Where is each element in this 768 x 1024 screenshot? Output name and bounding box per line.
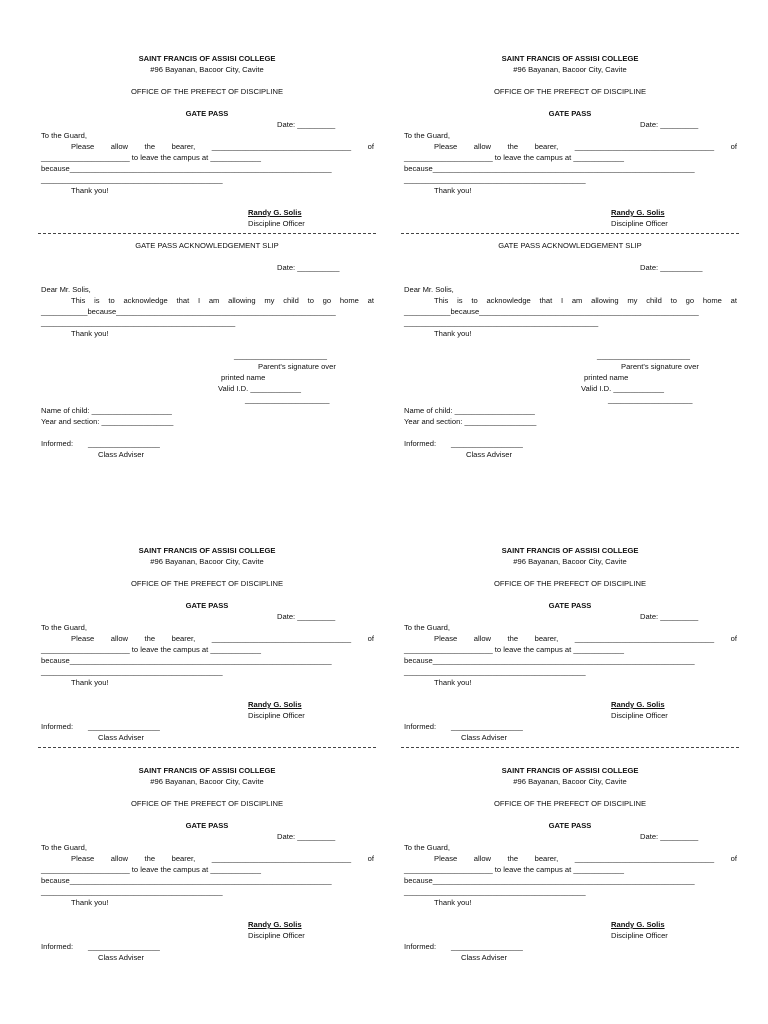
school-address: #96 Bayanan, Bacoor City, Cavite xyxy=(513,65,627,74)
thank-you: Thank you! xyxy=(434,898,472,907)
school-name: SAINT FRANCIS OF ASSISI COLLEGE xyxy=(501,546,639,555)
ack-word: child xyxy=(646,296,662,305)
because-line: because______________________________________________________________ xyxy=(404,876,695,885)
school-name: SAINT FRANCIS OF ASSISI COLLEGE xyxy=(501,54,639,63)
blank-line: ___________________________________________ xyxy=(41,667,223,676)
campus-line: _____________________ to leave the campus at ____________ xyxy=(404,153,624,162)
ack-blank-line: ______________________________________________ xyxy=(41,318,236,327)
the-word: the xyxy=(507,142,519,151)
thank-you: Thank you! xyxy=(71,898,109,907)
class-adviser-label: Class Adviser xyxy=(466,450,512,459)
gate-pass-form-5 xyxy=(38,712,376,972)
ack-text-line xyxy=(71,297,374,305)
salutation: To the Guard, xyxy=(41,623,88,632)
gate-pass-title: GATE PASS xyxy=(185,601,229,610)
ack-word: at xyxy=(730,296,737,305)
ack-word: is xyxy=(94,296,100,305)
the-word: the xyxy=(144,142,156,151)
ack-text-line xyxy=(434,297,737,305)
the-word: the xyxy=(144,854,156,863)
ack-word: go xyxy=(322,296,332,305)
please-word: Please xyxy=(71,142,95,151)
bearer-word: bearer, xyxy=(171,634,196,643)
blank-line: ___________________________________________ xyxy=(404,887,586,896)
bearer-blank: _________________________________ xyxy=(574,854,715,863)
ack-word: go xyxy=(685,296,695,305)
gate-pass-title: GATE PASS xyxy=(185,109,229,118)
officer-title: Discipline Officer xyxy=(611,711,668,720)
school-address: #96 Bayanan, Bacoor City, Cavite xyxy=(513,777,627,786)
school-name: SAINT FRANCIS OF ASSISI COLLEGE xyxy=(138,546,276,555)
ack-because-line: ___________because____________________________________________________ xyxy=(404,307,699,316)
campus-line: _____________________ to leave the campus at ____________ xyxy=(404,645,624,654)
bearer-line xyxy=(71,143,374,151)
bearer-word: bearer, xyxy=(171,142,196,151)
ack-word: my xyxy=(627,296,638,305)
of-word: of xyxy=(367,142,374,151)
school-address: #96 Bayanan, Bacoor City, Cavite xyxy=(150,557,264,566)
ack-word: acknowledge xyxy=(486,296,531,305)
salutation: To the Guard, xyxy=(404,843,451,852)
ack-thank-you: Thank you! xyxy=(434,329,472,338)
blank-line: ___________________________________________ xyxy=(404,175,586,184)
informed-label: Informed: xyxy=(41,722,74,731)
the-word: the xyxy=(144,634,156,643)
informed-label: Informed: xyxy=(404,722,437,731)
salutation: To the Guard, xyxy=(404,623,451,632)
office-name: OFFICE OF THE PREFECT OF DISCIPLINE xyxy=(130,87,284,96)
allow-word: allow xyxy=(473,142,492,151)
of-word: of xyxy=(367,634,374,643)
date-field: Date: _________ xyxy=(640,832,699,841)
year-section-field: Year and section: _________________ xyxy=(404,417,537,426)
ack-blank-line: ______________________________________________ xyxy=(404,318,599,327)
child-name-field: Name of child: ___________________ xyxy=(41,406,172,415)
ack-word: is xyxy=(457,296,463,305)
gate-pass-title: GATE PASS xyxy=(548,109,592,118)
of-word: of xyxy=(730,142,737,151)
please-word: Please xyxy=(71,634,95,643)
cut-line xyxy=(401,233,739,234)
bearer-blank: _________________________________ xyxy=(211,634,352,643)
thank-you: Thank you! xyxy=(434,678,472,687)
informed-line: _________________ xyxy=(451,439,523,448)
please-word: Please xyxy=(71,854,95,863)
class-adviser-label: Class Adviser xyxy=(98,733,144,742)
the-word: the xyxy=(507,634,519,643)
office-name: OFFICE OF THE PREFECT OF DISCIPLINE xyxy=(493,799,647,808)
office-name: OFFICE OF THE PREFECT OF DISCIPLINE xyxy=(493,87,647,96)
ack-word: home xyxy=(339,296,359,305)
thank-you: Thank you! xyxy=(434,186,472,195)
officer-name: Randy G. Solis xyxy=(248,700,302,709)
id-line: ____________________ xyxy=(608,395,693,404)
informed-label: Informed: xyxy=(41,942,74,951)
officer-title: Discipline Officer xyxy=(248,219,305,228)
id-line: ____________________ xyxy=(245,395,330,404)
thank-you: Thank you! xyxy=(71,186,109,195)
allow-word: allow xyxy=(473,634,492,643)
please-word: Please xyxy=(434,142,458,151)
ack-word: I xyxy=(197,296,201,305)
class-adviser-label: Class Adviser xyxy=(98,953,144,962)
ack-word: my xyxy=(264,296,275,305)
ack-date-field: Date: __________ xyxy=(640,263,703,272)
the-word: the xyxy=(507,854,519,863)
gate-pass-form-6 xyxy=(401,712,739,972)
allow-word: allow xyxy=(110,634,129,643)
class-adviser-label: Class Adviser xyxy=(461,733,507,742)
ack-salutation: Dear Mr. Solis, xyxy=(404,285,454,294)
gate-pass-title: GATE PASS xyxy=(185,821,229,830)
bearer-word: bearer, xyxy=(534,854,559,863)
campus-line: _____________________ to leave the campus at ____________ xyxy=(404,865,624,874)
salutation: To the Guard, xyxy=(41,131,88,140)
officer-name: Randy G. Solis xyxy=(611,700,665,709)
officer-title: Discipline Officer xyxy=(611,219,668,228)
ack-title: GATE PASS ACKNOWLEDGEMENT SLIP xyxy=(498,241,642,250)
allow-word: allow xyxy=(110,142,129,151)
bearer-word: bearer, xyxy=(171,854,196,863)
ack-word: to xyxy=(670,296,677,305)
class-adviser-label: Class Adviser xyxy=(98,450,144,459)
bearer-line xyxy=(434,635,737,643)
ack-word: acknowledge xyxy=(123,296,168,305)
ack-thank-you: Thank you! xyxy=(71,329,109,338)
officer-name: Randy G. Solis xyxy=(248,208,302,217)
bearer-word: bearer, xyxy=(534,142,559,151)
ack-word: home xyxy=(702,296,722,305)
valid-id-field: Valid I.D. ____________ xyxy=(581,384,665,393)
school-name: SAINT FRANCIS OF ASSISI COLLEGE xyxy=(501,766,639,775)
date-field: Date: _________ xyxy=(277,120,336,129)
blank-line: ___________________________________________ xyxy=(41,887,223,896)
because-line: because______________________________________________________________ xyxy=(41,876,332,885)
ack-word: This xyxy=(71,296,86,305)
bearer-blank: _________________________________ xyxy=(211,142,352,151)
parent-signature-label: Parent's signature over xyxy=(258,362,336,371)
campus-line: _____________________ to leave the campus at ____________ xyxy=(41,865,261,874)
because-line: because______________________________________________________________ xyxy=(404,656,695,665)
office-name: OFFICE OF THE PREFECT OF DISCIPLINE xyxy=(493,579,647,588)
ack-salutation: Dear Mr. Solis, xyxy=(41,285,91,294)
officer-title: Discipline Officer xyxy=(248,711,305,720)
year-section-field: Year and section: _________________ xyxy=(41,417,174,426)
printed-name-label: printed name xyxy=(221,373,266,382)
thank-you: Thank you! xyxy=(71,678,109,687)
bearer-line xyxy=(434,143,737,151)
allow-word: allow xyxy=(473,854,492,863)
because-line: because______________________________________________________________ xyxy=(404,164,695,173)
informed-label: Informed: xyxy=(41,439,74,448)
printed-name-label: printed name xyxy=(584,373,629,382)
informed-line: _________________ xyxy=(451,722,523,731)
ack-title: GATE PASS ACKNOWLEDGEMENT SLIP xyxy=(135,241,279,250)
of-word: of xyxy=(730,854,737,863)
ack-word: at xyxy=(367,296,374,305)
office-name: OFFICE OF THE PREFECT OF DISCIPLINE xyxy=(130,799,284,808)
child-name-field: Name of child: ___________________ xyxy=(404,406,535,415)
parent-signature-label: Parent's signature over xyxy=(621,362,699,371)
ack-word: allowing xyxy=(591,296,619,305)
please-word: Please xyxy=(434,634,458,643)
informed-label: Informed: xyxy=(404,942,437,951)
date-field: Date: _________ xyxy=(277,832,336,841)
please-word: Please xyxy=(434,854,458,863)
bearer-word: bearer, xyxy=(534,634,559,643)
date-field: Date: _________ xyxy=(640,612,699,621)
ack-word: that xyxy=(176,296,190,305)
informed-label: Informed: xyxy=(404,439,437,448)
informed-line: _________________ xyxy=(88,722,160,731)
office-name: OFFICE OF THE PREFECT OF DISCIPLINE xyxy=(130,579,284,588)
ack-word: to xyxy=(108,296,115,305)
cut-line xyxy=(38,233,376,234)
gate-pass-form-1 xyxy=(38,0,376,470)
of-word: of xyxy=(730,634,737,643)
ack-word: that xyxy=(539,296,553,305)
signature-line: ______________________ xyxy=(597,351,690,360)
ack-word: am xyxy=(571,296,583,305)
salutation: To the Guard, xyxy=(41,843,88,852)
officer-name: Randy G. Solis xyxy=(611,208,665,217)
informed-line: _________________ xyxy=(451,942,523,951)
ack-word: am xyxy=(208,296,220,305)
bearer-line xyxy=(434,855,737,863)
school-name: SAINT FRANCIS OF ASSISI COLLEGE xyxy=(138,54,276,63)
gate-pass-form-2 xyxy=(401,0,739,470)
allow-word: allow xyxy=(110,854,129,863)
school-address: #96 Bayanan, Bacoor City, Cavite xyxy=(150,65,264,74)
ack-word: allowing xyxy=(228,296,256,305)
of-word: of xyxy=(367,854,374,863)
ack-word: to xyxy=(307,296,314,305)
salutation: To the Guard, xyxy=(404,131,451,140)
school-address: #96 Bayanan, Bacoor City, Cavite xyxy=(513,557,627,566)
officer-name: Randy G. Solis xyxy=(248,920,302,929)
because-line: because______________________________________________________________ xyxy=(41,656,332,665)
ack-word: This xyxy=(434,296,449,305)
gate-pass-title: GATE PASS xyxy=(548,821,592,830)
bearer-blank: _________________________________ xyxy=(211,854,352,863)
informed-line: _________________ xyxy=(88,439,160,448)
officer-name: Randy G. Solis xyxy=(611,920,665,929)
officer-title: Discipline Officer xyxy=(248,931,305,940)
ack-word: I xyxy=(560,296,564,305)
class-adviser-label: Class Adviser xyxy=(461,953,507,962)
bearer-line xyxy=(71,635,374,643)
signature-line: ______________________ xyxy=(234,351,327,360)
campus-line: _____________________ to leave the campus at ____________ xyxy=(41,645,261,654)
bearer-line xyxy=(71,855,374,863)
school-name: SAINT FRANCIS OF ASSISI COLLEGE xyxy=(138,766,276,775)
bearer-blank: _________________________________ xyxy=(574,634,715,643)
blank-line: ___________________________________________ xyxy=(404,667,586,676)
valid-id-field: Valid I.D. ____________ xyxy=(218,384,302,393)
ack-because-line: ___________because____________________________________________________ xyxy=(41,307,336,316)
date-field: Date: _________ xyxy=(640,120,699,129)
date-field: Date: _________ xyxy=(277,612,336,621)
bearer-blank: _________________________________ xyxy=(574,142,715,151)
ack-word: child xyxy=(283,296,299,305)
ack-word: to xyxy=(471,296,478,305)
because-line: because______________________________________________________________ xyxy=(41,164,332,173)
school-address: #96 Bayanan, Bacoor City, Cavite xyxy=(150,777,264,786)
campus-line: _____________________ to leave the campus at ____________ xyxy=(41,153,261,162)
ack-date-field: Date: __________ xyxy=(277,263,340,272)
blank-line: ___________________________________________ xyxy=(41,175,223,184)
officer-title: Discipline Officer xyxy=(611,931,668,940)
gate-pass-title: GATE PASS xyxy=(548,601,592,610)
informed-line: _________________ xyxy=(88,942,160,951)
